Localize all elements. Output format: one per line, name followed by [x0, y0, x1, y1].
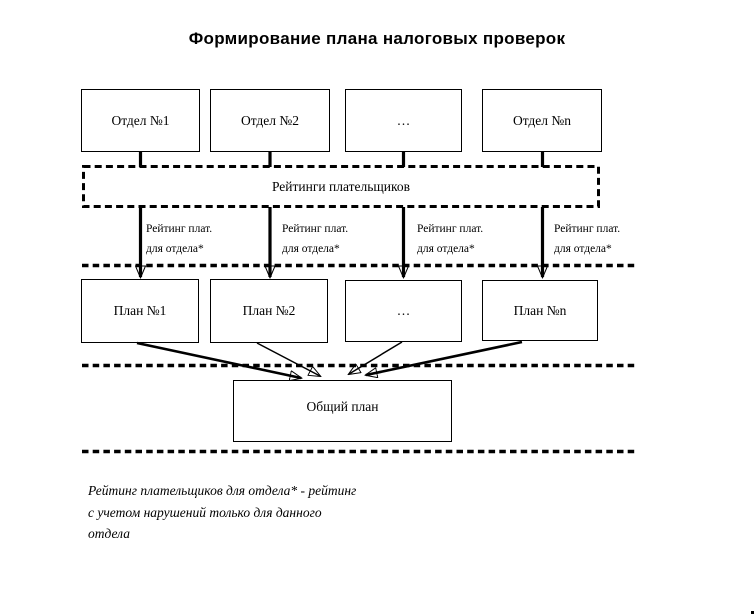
rating-arrow-label-3	[417, 220, 483, 259]
page-title: Формирование плана налоговых проверок	[188, 29, 566, 48]
plan-box-ellipsis: …	[345, 280, 462, 342]
arrow-plan3-to-total	[349, 342, 402, 374]
arrow-plan4-to-total	[366, 342, 522, 375]
plan-box-1: План №1	[81, 279, 199, 343]
footnote-line-2: с учетом нарушений только для данного	[88, 504, 322, 520]
rating-arrow-label-2-line1: Рейтинг плат.	[282, 223, 349, 235]
arrow-plan1-to-total	[137, 343, 301, 378]
total-plan-box: Общий план	[233, 380, 452, 442]
rating-arrow-label-4-line1: Рейтинг плат.	[554, 223, 621, 235]
rating-arrow-label-1-line1: Рейтинг плат.	[146, 223, 213, 235]
rating-arrow-label-4	[554, 220, 620, 259]
arrow-plan2-to-total	[257, 343, 320, 376]
rating-arrow-label-3-line1: Рейтинг плат.	[417, 223, 484, 235]
rating-arrow-label-1-line2: для отдела*	[146, 242, 204, 255]
footnote	[88, 480, 356, 545]
plan-box-2: План №2	[210, 279, 328, 343]
plan-box-n: План №n	[482, 280, 598, 341]
rating-arrow-label-2-line2: для отдела*	[282, 242, 340, 255]
dept-box-1: Отдел №1	[81, 89, 200, 152]
dept-box-2: Отдел №2	[210, 89, 330, 152]
ratings-box: Рейтинги плательщиков	[271, 178, 411, 194]
rating-arrow-label-4-line2: для отдела*	[554, 242, 612, 255]
footnote-line-1: Рейтинг плательщиков для отдела* - рейтинг	[88, 483, 357, 498]
footnote-line-3: отдела	[88, 526, 130, 541]
rating-arrow-label-2	[282, 220, 348, 259]
dept-box-ellipsis: …	[345, 89, 462, 152]
rating-arrow-label-3-line2: для отдела*	[417, 242, 475, 255]
rating-arrow-label-1	[146, 220, 212, 259]
dept-box-n: Отдел №n	[482, 89, 602, 152]
